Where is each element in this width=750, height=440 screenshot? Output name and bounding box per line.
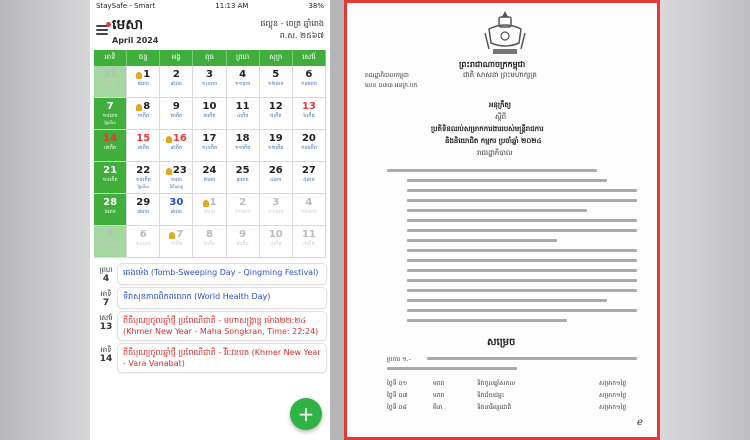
calendar-day-cell[interactable]	[127, 66, 160, 98]
lunar-day: ៨កើត	[137, 145, 149, 151]
article-1-text	[427, 357, 637, 360]
weekday-label: ពុធ	[193, 50, 226, 66]
calendar-day-cell[interactable]	[293, 98, 326, 130]
battery-level: 38%	[308, 2, 324, 10]
calendar-day-cell[interactable]	[293, 226, 326, 258]
calendar-day-cell[interactable]	[94, 66, 127, 98]
day-number	[239, 69, 246, 81]
day-number	[136, 133, 150, 145]
day-number	[203, 101, 217, 113]
day-number-text: 26	[268, 165, 283, 176]
decree-title: អនុក្រឹត្យ	[489, 101, 511, 109]
decision-heading: សម្រេច	[487, 337, 516, 348]
calendar-day-cell[interactable]	[260, 98, 293, 130]
day-number	[166, 165, 187, 177]
day-number	[302, 101, 316, 113]
event-day-number: 7	[102, 298, 110, 308]
calendar-day-cell[interactable]	[94, 162, 127, 194]
day-number	[239, 229, 246, 241]
hamburger-menu-icon[interactable]	[96, 25, 108, 35]
month-calendar	[94, 50, 326, 258]
day-number	[136, 165, 150, 177]
lunar-day: ៦រោច	[104, 209, 116, 215]
day-number	[166, 133, 187, 145]
decree-subject-line1: ប្រតិទិនឈប់សម្រាកការងាររបស់មន្ត្រីរាជការ	[431, 125, 544, 133]
day-number-text: 2	[239, 197, 247, 208]
royal-crest-icon	[477, 9, 533, 57]
day-number	[107, 101, 114, 113]
day-number-text: 15	[136, 133, 151, 144]
blurred-background-left	[0, 0, 90, 440]
government-decree-document: ព្រះរាជាណាចក្រកម្ពុជា ជាតិ សាសនា ព្រះមហាក្សត្រ រាជរដ្ឋាភិបាលកម្ពុជា លេខ ០៣៣ អនក្រ.បក អនុក្រឹត្យ ស្តីពី ប្រតិទិនឈប់សម្រាកការងាររបស់មន្ត្រីរាជការ និងនិយោជិត កម្មករ ប្រចាំឆ្នាំ ២០២៤ រាជរដ្ឋាភិបាល សម្រេច ប្រការ ១.- ថ្ងៃទី ០១ មករា ទិវាចូលឆ្នាំសកល សម្រាក១ថ្ងៃ ថ្ងៃទី ០៧ មករា ទិវាជ័យជម្នះ សម្រាក១ថ្ងៃ ថ្ងៃទី ០៨ មីនា ទិវានារីអន្តរជាតិ សម្រាក១ថ្ងៃ ℯ	[344, 0, 660, 440]
day-number	[269, 229, 283, 241]
lunar-day: ២កើត	[203, 241, 216, 247]
day-number	[169, 197, 183, 209]
day-number-text: 6	[139, 229, 147, 240]
day-number	[140, 229, 147, 241]
lunar-day: ១២រោច	[301, 209, 317, 215]
day-number-text: 11	[235, 101, 250, 112]
event-item[interactable]	[94, 264, 326, 284]
day-number-text: 21	[103, 165, 118, 176]
lunar-day: ១០កើត	[201, 145, 218, 151]
day-number-text: 18	[235, 133, 250, 144]
day-number	[173, 69, 180, 81]
calendar-day-cell[interactable]	[160, 226, 193, 258]
lunar-day: ៥កើត	[270, 113, 282, 119]
calendar-day-cell[interactable]	[193, 226, 226, 258]
government-label: រាជរដ្ឋាភិបាល	[477, 149, 513, 157]
day-number-text: 8	[143, 101, 151, 112]
day-number	[302, 165, 316, 177]
lunar-day: ៩រោច	[203, 209, 216, 215]
calendar-day-cell[interactable]	[260, 226, 293, 258]
national-motto: ជាតិ សាសនា ព្រះមហាក្សត្រ	[463, 71, 537, 79]
day-number	[302, 133, 316, 145]
day-number-text: 1	[143, 69, 151, 80]
calendar-day-cell[interactable]	[227, 194, 260, 226]
day-number	[107, 229, 114, 241]
day-number	[302, 229, 316, 241]
lunar-day: ២កើត	[170, 113, 183, 119]
lunar-day: ៨រោច	[170, 209, 183, 215]
calendar-day-cell[interactable]	[193, 66, 226, 98]
lunar-day: ៤កើត	[236, 113, 249, 119]
lunar-day: ៤កើត	[270, 241, 282, 247]
calendar-day-cell[interactable]	[293, 66, 326, 98]
buddha-day-icon	[166, 168, 172, 175]
day-number	[169, 229, 183, 241]
buddha-day-icon	[203, 200, 209, 207]
day-number-text: 12	[268, 101, 283, 112]
weekday-label: អង្គ	[160, 50, 193, 66]
day-number-text: 27	[301, 165, 316, 176]
weekday-header	[94, 50, 326, 66]
day-number-text: 8	[206, 229, 213, 240]
event-day-number: 4	[102, 274, 110, 284]
lunar-day: ៨រោច	[137, 81, 149, 87]
lunar-day: ១រោច	[170, 177, 183, 183]
event-day-number: 13	[99, 322, 113, 332]
lunar-day: ១កើត	[137, 113, 150, 119]
calendar-day-cell[interactable]	[193, 130, 226, 162]
month-title[interactable]	[112, 15, 158, 45]
event-date	[94, 344, 118, 372]
event-weekday: អាទិ	[100, 346, 112, 354]
lunar-day: ៦កើត	[303, 113, 315, 119]
event-weekday: សៅរ៍	[99, 314, 113, 322]
calendar-day-cell[interactable]	[127, 98, 160, 130]
calendar-day-cell[interactable]	[127, 226, 160, 258]
day-number	[136, 101, 150, 113]
lunar-day: ១២រោច	[268, 81, 284, 87]
day-number-text: 4	[305, 197, 313, 208]
lunar-day: ១១រោច	[234, 81, 251, 87]
weekday-label: សុក្រ	[260, 50, 293, 66]
day-number	[305, 69, 312, 81]
day-number	[269, 165, 283, 177]
lunar-day: ១៤រោច	[102, 113, 118, 119]
event-title: ទិវាសុខភាពពិភពលោក (World Health Day)	[118, 288, 326, 308]
day-note: ពិធីបុណ្យ	[169, 184, 184, 189]
lunar-day: ៧កើត	[104, 145, 117, 151]
buddha-day-icon	[136, 72, 142, 79]
day-note: ថ្ងៃសីល	[137, 184, 149, 189]
day-number-text: 6	[305, 69, 313, 80]
day-number-text: 10	[268, 229, 283, 240]
notification-dot-icon	[106, 22, 111, 27]
day-number-text: 19	[268, 133, 283, 144]
clock: 11:13 AM	[215, 2, 249, 10]
calendar-day-cell[interactable]	[193, 98, 226, 130]
day-number	[173, 101, 180, 113]
lunar-months: ផល្គុន - ចេត្រ ឆ្នាំរោង	[260, 19, 324, 28]
day-number-text: 22	[136, 165, 151, 176]
day-number	[272, 69, 279, 81]
lunar-day: ៤រោច	[270, 177, 282, 183]
day-number	[203, 133, 217, 145]
day-number-text: 17	[202, 133, 217, 144]
day-number-text: 5	[272, 69, 280, 80]
event-title: ពិធីបុណ្យចូលឆ្នាំថ្មី ប្រពៃណីជាតិ - មហាសង្ក្រាន្ត ម៉ោង២២:២៤ (Khmer New Year - Maha Songkran, Time: 22:24)	[118, 312, 326, 340]
calendar-day-cell[interactable]	[160, 194, 193, 226]
calendar-day-cell[interactable]	[260, 66, 293, 98]
day-number-text: 24	[202, 165, 217, 176]
add-event-button[interactable]: +	[290, 398, 322, 430]
calendar-day-cell[interactable]	[160, 162, 193, 194]
calendar-day-cell[interactable]	[193, 194, 226, 226]
day-number-text: 5	[106, 229, 114, 240]
weekday-label: ព្រហ	[227, 50, 260, 66]
day-number	[206, 229, 213, 241]
calendar-grid	[94, 66, 326, 258]
lunar-day: ១៣រោច	[102, 241, 119, 247]
lunar-day: ៣កើត	[203, 113, 216, 119]
kingdom-heading: ព្រះរាជាណាចក្រកម្ពុជា	[459, 60, 526, 69]
day-number	[103, 69, 117, 81]
blurred-background-right	[660, 0, 750, 440]
lunar-day: ១៥កើត	[135, 177, 151, 183]
month-khmer: មេសា	[112, 17, 144, 33]
calendar-day-cell[interactable]	[160, 98, 193, 130]
day-number	[206, 69, 213, 81]
day-number	[203, 197, 217, 209]
lunar-day: ៥កើត	[303, 241, 315, 247]
buddha-day-icon	[169, 232, 175, 239]
calendar-day-cell[interactable]	[193, 162, 226, 194]
day-number	[272, 197, 279, 209]
lunar-day: ១៣រោច	[300, 81, 317, 87]
day-number	[103, 133, 117, 145]
day-number	[305, 197, 312, 209]
lunar-day: ១០រោច	[201, 81, 218, 87]
calendar-day-cell[interactable]	[94, 130, 127, 162]
calendar-day-cell[interactable]	[293, 194, 326, 226]
lunar-day: ៩រោច	[170, 81, 183, 87]
calendar-day-cell[interactable]	[94, 194, 127, 226]
day-note: ថ្ងៃសីល	[104, 120, 116, 125]
lunar-day: ១៤រោច	[135, 241, 151, 247]
event-weekday: ព្រហ	[99, 266, 113, 274]
event-item[interactable]	[94, 312, 326, 340]
calendar-day-cell[interactable]	[293, 130, 326, 162]
calendar-day-cell[interactable]	[227, 226, 260, 258]
event-date	[94, 288, 118, 308]
calendar-day-cell[interactable]	[260, 130, 293, 162]
calendar-day-cell[interactable]	[160, 66, 193, 98]
day-number-text: 30	[169, 197, 184, 208]
day-number	[203, 165, 217, 177]
day-number-text: 16	[172, 133, 187, 144]
lunar-day: ៥រោច	[303, 177, 315, 183]
status-bar	[90, 0, 330, 12]
calendar-day-cell[interactable]	[293, 162, 326, 194]
calendar-day-cell[interactable]	[127, 194, 160, 226]
event-title: ឆេងម៉េង (Tomb-Sweeping Day - Qingming Festival)	[118, 264, 326, 284]
day-number-text: 1	[209, 197, 217, 208]
event-title: ពិធីបុណ្យចូលឆ្នាំថ្មី ប្រពៃណីជាតិ - វីរ៉ៈវនបត (Khmer New Year - Vara Vanabat)	[118, 344, 326, 372]
lunar-day: ៧រោច	[137, 209, 150, 215]
day-number-text: 25	[235, 165, 250, 176]
carrier-label: StaySafe - Smart	[96, 2, 156, 10]
lunar-day: ១០រោច	[235, 209, 251, 215]
calendar-day-cell[interactable]	[227, 98, 260, 130]
lunar-day: ១១រោច	[268, 209, 284, 215]
weekday-label: ចន្ទ	[127, 50, 160, 66]
lunar-info	[260, 18, 324, 42]
calendar-day-cell[interactable]	[260, 162, 293, 194]
buddhist-era: ព.ស. ២៥៦៧	[279, 31, 324, 40]
weekday-label: សៅរ៍	[293, 50, 326, 66]
day-number-text: 3	[206, 69, 213, 80]
day-number	[239, 197, 246, 209]
lunar-day: ៣កើត	[236, 241, 249, 247]
buddha-day-icon	[136, 104, 142, 111]
lunar-day: ១កើត	[170, 241, 183, 247]
day-number	[269, 101, 283, 113]
event-item[interactable]	[94, 288, 326, 308]
day-number-text: 20	[301, 133, 316, 144]
day-number-text: 10	[202, 101, 217, 112]
day-number-text: 29	[136, 197, 151, 208]
weekday-label: អាទិ	[94, 50, 127, 66]
day-number-text: 7	[176, 229, 184, 240]
event-date	[94, 312, 118, 340]
event-item[interactable]	[94, 344, 326, 372]
lunar-day: ១៤កើត	[102, 177, 118, 183]
day-number-text: 7	[106, 101, 114, 112]
lunar-day: ៣រោច	[236, 177, 249, 183]
calendar-day-cell[interactable]	[94, 98, 127, 130]
day-number	[236, 133, 250, 145]
month-english: April 2024	[112, 36, 159, 45]
calendar-day-cell[interactable]	[260, 194, 293, 226]
day-number-text: 28	[103, 197, 118, 208]
calendar-day-cell[interactable]	[160, 130, 193, 162]
calendar-day-cell[interactable]	[227, 162, 260, 194]
calendar-day-cell[interactable]	[227, 130, 260, 162]
day-number-text: 11	[301, 229, 316, 240]
day-number	[103, 165, 117, 177]
events-list	[90, 264, 330, 372]
day-number-text: 13	[301, 101, 316, 112]
calendar-day-cell[interactable]	[127, 162, 160, 194]
lunar-day: ២រោច	[203, 177, 216, 183]
day-number-text: 4	[239, 69, 247, 80]
day-number-text: 9	[172, 101, 180, 112]
day-number-text: 23	[172, 165, 187, 176]
day-number	[136, 197, 150, 209]
calendar-day-cell[interactable]	[127, 130, 160, 162]
day-number-text: 3	[272, 197, 280, 208]
day-number-text: 9	[239, 229, 247, 240]
decree-subject-label: ស្តីពី	[495, 113, 507, 121]
lunar-day: ១២កើត	[268, 145, 284, 151]
article-1-text-cont	[387, 367, 517, 370]
lunar-day: ៦រោច	[104, 81, 116, 87]
divider-gap	[330, 0, 344, 440]
day-number-text: 14	[103, 133, 118, 144]
day-number	[103, 197, 117, 209]
calendar-phone-screen	[90, 0, 330, 440]
day-number	[136, 69, 150, 81]
event-weekday: អាទិ	[100, 290, 112, 298]
event-day-number: 14	[99, 354, 113, 364]
calendar-day-cell[interactable]	[94, 226, 127, 258]
lunar-day: ៩កើត	[170, 145, 183, 151]
calendar-day-cell[interactable]	[227, 66, 260, 98]
lunar-day: ១១កើត	[234, 145, 251, 151]
day-number	[236, 101, 250, 113]
day-number	[269, 133, 283, 145]
lunar-day: ១៣កើត	[300, 145, 317, 151]
app-header	[90, 12, 330, 48]
event-date	[94, 264, 118, 284]
decree-subject-line2: និងនិយោជិត កម្មករ ប្រចាំឆ្នាំ ២០២៤	[445, 137, 542, 145]
day-number	[236, 165, 250, 177]
office-name: រាជរដ្ឋាភិបាលកម្ពុជា	[365, 72, 409, 79]
decree-number: លេខ ០៣៣ អនក្រ.បក	[365, 82, 418, 89]
buddha-day-icon	[166, 136, 172, 143]
day-number-text: 2	[172, 69, 180, 80]
day-number-text: 31	[103, 69, 118, 80]
page-mark-icon: ℯ	[637, 417, 643, 428]
article-1-label: ប្រការ ១.-	[387, 356, 411, 363]
